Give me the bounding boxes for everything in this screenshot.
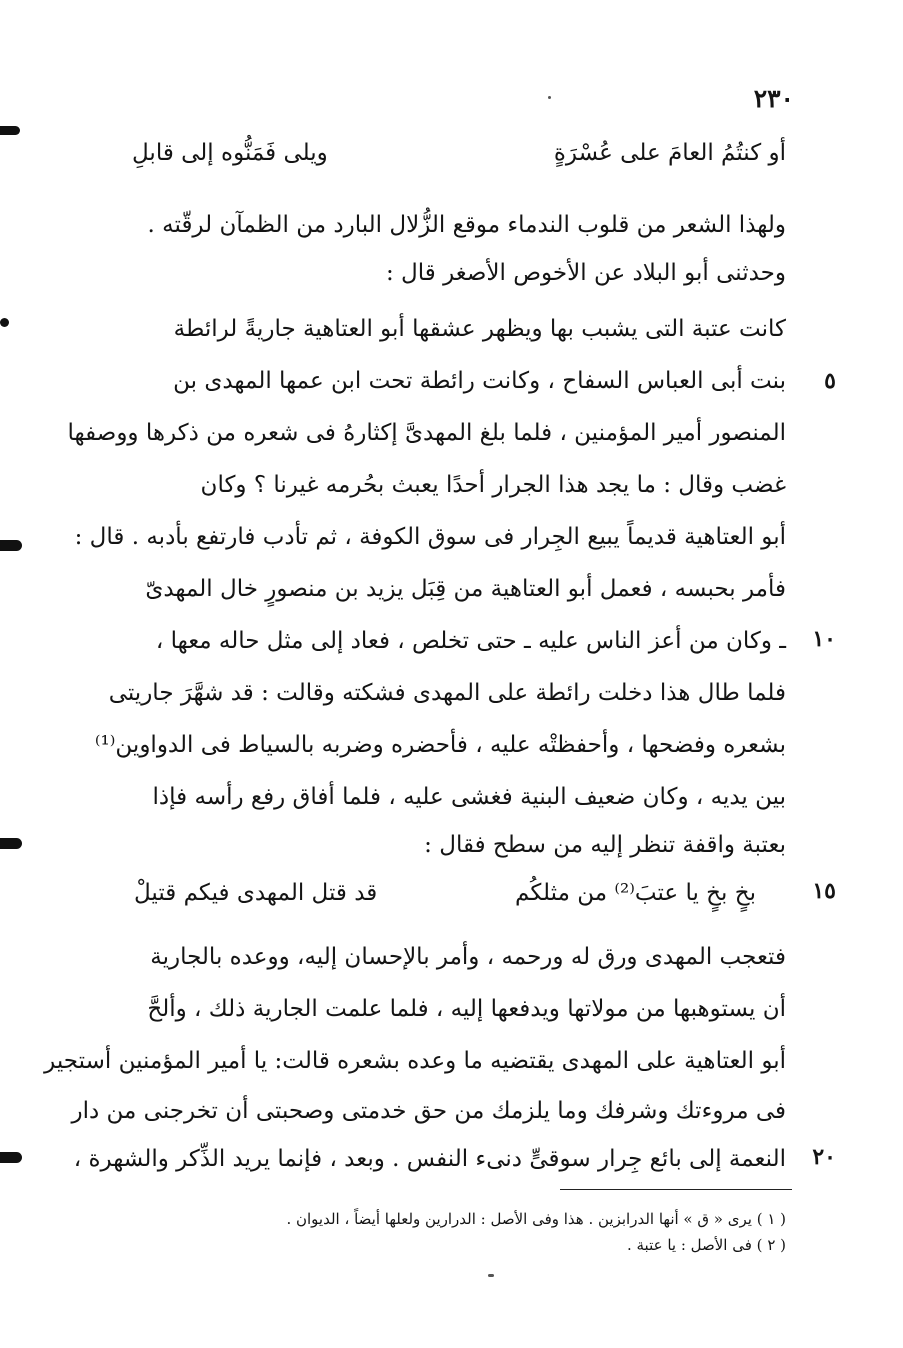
scan-speck [488,1274,494,1277]
scan-edge-mark [0,126,20,135]
text-line: بين يديه ، وكان ضعيف البنية فغشى عليه ، فلما أفاق رفع رأسه فإذا [152,784,786,810]
line-number: ٢٠ [812,1144,836,1170]
line-number: ٥ [824,368,836,394]
scan-edge-mark [0,540,22,551]
scan-speck [548,96,551,99]
text-line: غضب وقال : ما يجد هذا الجرار أحدًا يعبث بحُرمه غيرنا ؟ وكان [200,472,786,498]
text-line: أبو العتاهية قديماً يبيع الجِرار فى سوق الكوفة ، ثم تأدب فارتفع بأدبه . قال : [74,524,786,550]
line-number: ١٥ [812,878,836,904]
page-number: ٢٣٠ [753,84,794,113]
text-line: فى مروءتك وشرفك وما يلزمك من حق خدمتى وصحبتى أن تخرجنى من دار [71,1098,786,1124]
footnote-separator [560,1189,792,1190]
text-line: بعتبة واقفة تنظر إليه من سطح فقال : [424,832,786,858]
text-line: المنصور أمير المؤمنين ، فلما بلغ المهدىَّ إكثارهُ فى شعره من ذكرها ووصفها [67,420,786,446]
verse-1-first-hemistich: أو كنتُمُ العامَ على عُسْرَةٍ [553,140,786,166]
text-line: فلما طال هذا دخلت رائطة على المهدى فشكته وقالت : قد شهَّرَ جاريتى [108,680,786,706]
text-line: النعمة إلى بائع جِرار سوقىٍّ دنىء النفس . وبعد ، فإنما يريد الذِّكر والشهرة ، [73,1146,786,1172]
text-line: بنت أبى العباس السفاح ، وكانت رائطة تحت ابن عمها المهدى بن [173,368,786,394]
text-line: فأمر بحبسه ، فعمل أبو العتاهية من قِبَل يزيد بن منصورٍ خال المهدىّ [145,576,786,602]
line-number: ١٠ [812,626,836,652]
verse-2 [100,880,786,916]
text-line: كانت عتبة التى يشبب بها ويظهر عشقها أبو العتاهية جاريةً لرائطة [173,316,786,342]
text-line: وحدثنى أبو البلاد عن الأخوص الأصغر قال : [386,260,786,286]
footnote: ( ١ ) يرى « ق » أنها الدرابزين . هذا وفى الأصل : الدرارين ولعلها أيضاً ، الديوان . [286,1210,786,1228]
verse-1 [100,140,786,176]
verse-2-first-hemistich: بخٍ بخٍ يا عتبَ⁽²⁾ من مثلكُم [515,880,756,906]
text-line: أن يستوهبها من مولاتها ويدفعها إليه ، فلما علمت الجارية ذلك ، وألحَّ [147,996,786,1022]
footnote: ( ٢ ) فى الأصل : يا عتبة . [626,1236,786,1254]
scan-edge-mark [0,318,9,327]
text-line: بشعره وفضحها ، وأحفظتْه عليه ، فأحضره وضربه بالسياط فى الدواوين⁽¹⁾ [94,732,786,758]
scan-edge-mark [0,838,22,849]
text-line: فتعجب المهدى ورق له ورحمه ، وأمر بالإحسان إليه، ووعده بالجارية [150,944,786,970]
scan-edge-mark [0,1152,22,1163]
verse-1-second-hemistich: ويلى فَمَنُّوه إلى قابلِ [132,140,328,166]
text-line: ـ وكان من أعز الناس عليه ـ حتى تخلص ، فعاد إلى مثل حاله معها ، [155,628,786,654]
verse-2-second-hemistich: قد قتل المهدى فيكم قتيلْ [134,880,378,906]
text-line: ولهذا الشعر من قلوب الندماء موقع الزُّلال البارد من الظمآن لرقّته . [147,212,786,238]
text-line: أبو العتاهية على المهدى يقتضيه ما وعده بشعره قالت: يا أمير المؤمنين أستجير [44,1048,786,1074]
